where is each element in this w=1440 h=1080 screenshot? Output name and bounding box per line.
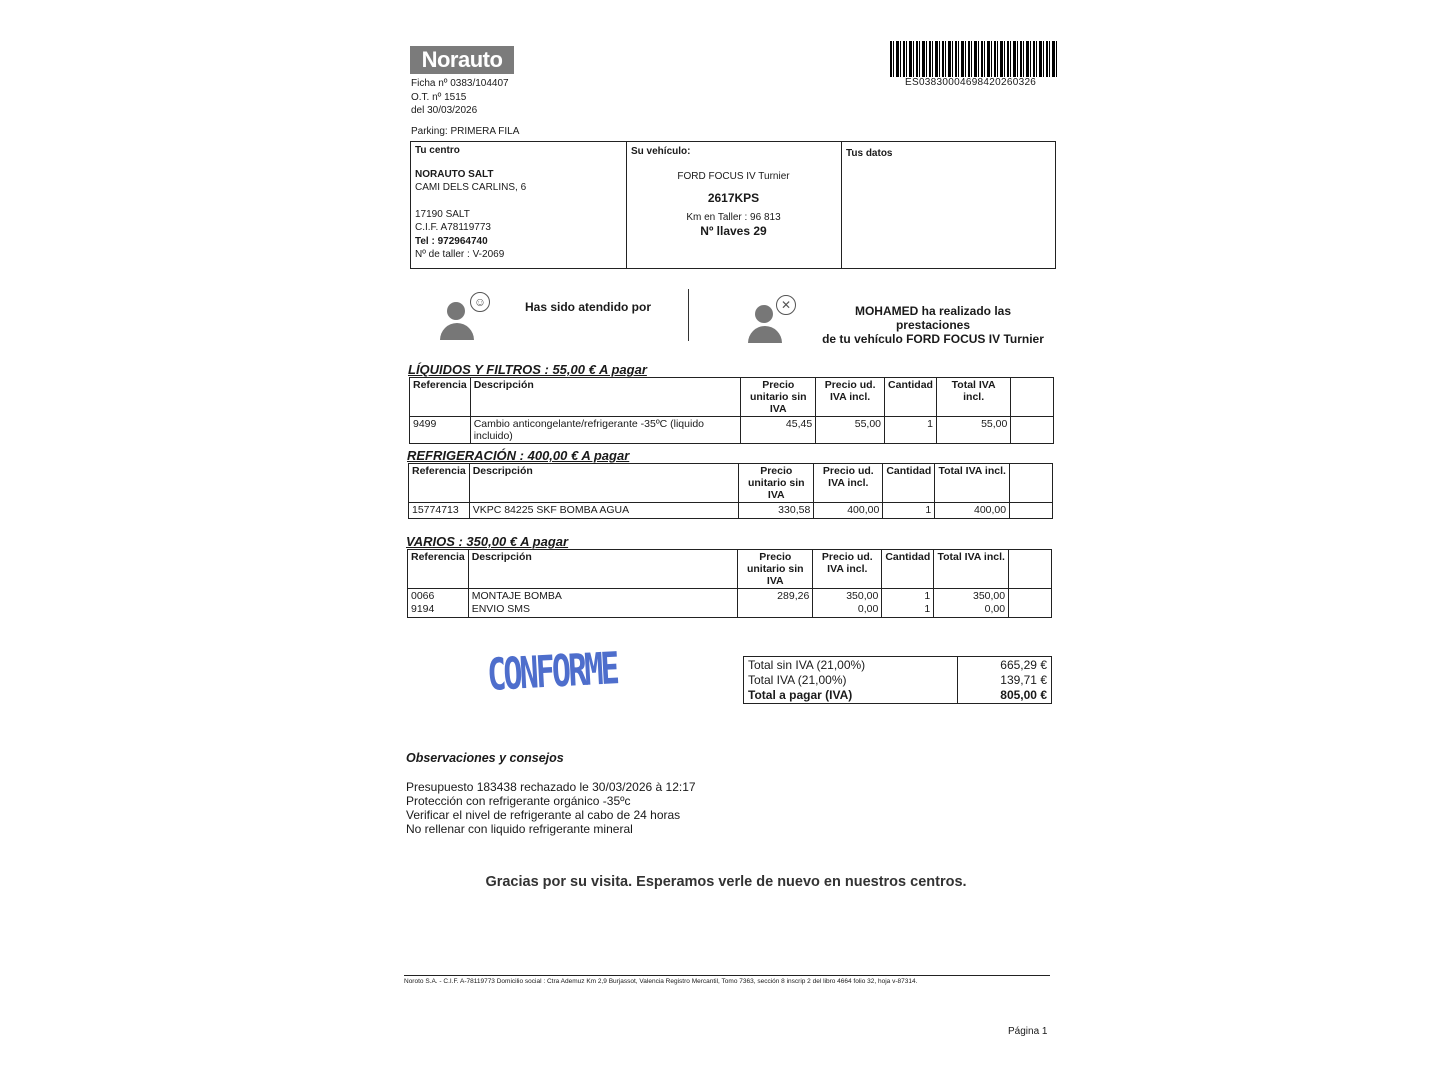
cell-pud — [816, 417, 885, 444]
atendido-text: Has sido atendido por — [525, 300, 652, 314]
row-pu-value: 330,58 — [778, 504, 811, 516]
row-desc-value: Cambio anticongelante/refrigerante -35ºC (liquido incluido) — [473, 418, 705, 442]
cell-pu — [741, 417, 816, 444]
cell-total — [935, 503, 1010, 519]
vehiculo-title: Su vehículo: — [631, 146, 691, 157]
vehiculo-plate: 2617KPS — [707, 191, 760, 205]
observacion-line: Verificar el nivel de refrigerante al cabo de 24 horas — [406, 808, 681, 822]
cell-ref — [408, 589, 469, 618]
row-pud-value: 55,00 — [854, 418, 882, 430]
items-table — [408, 463, 1053, 519]
row-total-value: 400,00 — [973, 504, 1007, 516]
col-pu-header: Precio unitario sin IVA — [741, 378, 816, 417]
centro-taller: Nº de taller : V-2069 — [415, 249, 505, 260]
total-pagar-value: 805,00 € — [957, 688, 1051, 704]
prestaciones-line1: MOHAMED ha realizado las prestaciones — [854, 304, 1012, 332]
row-pu-value: 289,26 — [777, 590, 810, 602]
thanks-message: Gracias por su visita. Esperamos verle de nuevo en nuestros centros. — [485, 874, 967, 890]
col-total-header: Total IVA incl. — [936, 378, 1010, 417]
row-desc-value: MONTAJE BOMBA — [471, 590, 562, 602]
conforme-stamp: CONFORME — [486, 643, 619, 701]
row-pud-value: 350,00 — [846, 590, 879, 602]
col-desc-header: Descripción — [469, 464, 739, 503]
cell-total — [936, 417, 1010, 444]
cell-cant — [882, 589, 934, 618]
datos-column — [841, 142, 1055, 268]
col-pu-header: Precio unitario sin IVA — [739, 464, 814, 503]
cell-pu — [738, 589, 813, 618]
row-cant-value: 1 — [924, 603, 931, 615]
footer-rule — [404, 975, 1050, 976]
vehiculo-model: FORD FOCUS IV Turnier — [677, 171, 790, 182]
row-cant-value: 1 — [924, 590, 931, 602]
centro-title: Tu centro — [415, 145, 460, 156]
col-ref-header: Referencia — [409, 464, 470, 503]
totals-table — [743, 656, 1052, 704]
ficha-number: Ficha nº 0383/104407 — [411, 78, 509, 89]
observacion-line: Protección con refrigerante orgánico -35ºc — [406, 794, 631, 808]
col-desc-header: Descripción — [470, 378, 741, 417]
row-pu-value: 45,45 — [785, 418, 813, 430]
cell-ref — [409, 503, 470, 519]
prestaciones-text — [820, 304, 1046, 346]
barcode-number: ES03830004698420260326 — [905, 77, 1037, 88]
observacion-line: Presupuesto 183438 rechazado le 30/03/2026 à 12:17 — [406, 780, 696, 794]
col-pud-header: Precio ud. IVA incl. — [816, 378, 885, 417]
wrench-icon: ✕ — [776, 295, 796, 315]
items-table — [407, 549, 1052, 618]
row-desc-value: VKPC 84225 SKF BOMBA AGUA — [472, 504, 630, 516]
row-ref-value: 15774713 — [412, 504, 459, 516]
centro-tel: Tel : 972964740 — [415, 236, 488, 247]
row-cant-value: 1 — [927, 418, 933, 430]
section-title: REFRIGERACIÓN : 400,00 € A pagar — [407, 448, 630, 463]
row-cant-value: 1 — [925, 504, 932, 516]
row-desc-value: ENVIO SMS — [471, 603, 531, 615]
row-pud-value: 0,00 — [857, 603, 879, 615]
row-ref-value: 9194 — [411, 603, 435, 615]
barcode — [890, 41, 1058, 77]
cell-empty — [1011, 417, 1054, 444]
document-header-info — [411, 77, 509, 118]
col-empty-header — [1009, 550, 1052, 589]
cell-pu — [739, 503, 814, 519]
items-table — [409, 377, 1054, 444]
cell-desc — [468, 589, 738, 618]
document-date: del 30/03/2026 — [411, 105, 478, 116]
smiley-icon: ☺ — [470, 292, 490, 312]
atendido-divider — [688, 289, 689, 341]
advisor-icon — [440, 290, 490, 340]
norauto-logo: Norauto — [410, 46, 514, 74]
row-total-value: 0,00 — [984, 603, 1006, 615]
observaciones-list — [406, 780, 696, 836]
col-ref-header: Referencia — [408, 550, 469, 589]
cell-pud — [814, 503, 883, 519]
section-title: VARIOS : 350,00 € A pagar — [406, 534, 569, 549]
prestaciones-line2: de tu vehículo FORD FOCUS IV Turnier — [822, 332, 1044, 346]
centro-name: NORAUTO SALT — [415, 169, 494, 180]
row-pud-value: 400,00 — [847, 504, 880, 516]
centro-city: 17190 SALT — [415, 209, 470, 220]
col-cant-header: Cantidad — [883, 464, 935, 503]
col-cant-header: Cantidad — [882, 550, 934, 589]
col-pud-header: Precio ud. IVA incl. — [814, 464, 883, 503]
col-empty-header — [1011, 378, 1054, 417]
centro-address: CAMI DELS CARLINS, 6 — [415, 182, 527, 193]
row-ref-value: 9499 — [413, 418, 437, 430]
ot-number: O.T. nº 1515 — [411, 91, 467, 103]
mechanic-icon — [748, 293, 798, 343]
row-ref-value: 0066 — [411, 590, 435, 602]
col-desc-header: Descripción — [468, 550, 738, 589]
col-ref-header: Referencia — [410, 378, 471, 417]
col-pu-header: Precio unitario sin IVA — [738, 550, 813, 589]
cell-desc — [469, 503, 739, 519]
cell-empty — [1010, 503, 1053, 519]
centro-cif: C.I.F. A78119773 — [415, 222, 491, 233]
total-sin-iva-value: 665,29 € — [957, 657, 1051, 673]
total-pagar-label: Total a pagar (IVA) — [748, 688, 853, 703]
section-title: LÍQUIDOS Y FILTROS : 55,00 € A pagar — [408, 362, 647, 377]
page-number: Página 1 — [1008, 1026, 1048, 1037]
datos-title: Tus datos — [846, 148, 893, 159]
vehiculo-column — [626, 142, 842, 268]
row-total-value: 350,00 — [972, 590, 1006, 602]
col-empty-header — [1010, 464, 1053, 503]
vehiculo-km: Km en Taller : 96 813 — [686, 212, 781, 223]
col-total-header: Total IVA incl. — [934, 550, 1009, 589]
row-pu-value — [741, 603, 809, 616]
parking-info: Parking: PRIMERA FILA — [411, 126, 520, 137]
cell-total — [934, 589, 1009, 618]
observaciones-title: Observaciones y consejos — [406, 751, 564, 765]
col-cant-header: Cantidad — [885, 378, 937, 417]
cell-empty — [1009, 589, 1052, 618]
centro-column — [411, 142, 627, 268]
cell-cant — [883, 503, 935, 519]
col-pud-header: Precio ud. IVA incl. — [813, 550, 882, 589]
info-box — [410, 141, 1056, 269]
total-sin-iva-label: Total sin IVA (21,00%) — [748, 657, 866, 672]
total-iva-label: Total IVA (21,00%) — [748, 672, 847, 687]
footer-legal: Noroto S.A. - C.I.F. A-78119773 Domicilio social : Ctra Ademuz Km 2,9 Burjassot, Valencia Registro Mercantil, Tomo 7363, sección 8 inscrip 2 del libro 4664 folio 32, hoja v-87314. — [404, 978, 918, 985]
observacion-line: No rellenar con liquido refrigerante mineral — [406, 822, 633, 836]
total-iva-value: 139,71 € — [957, 672, 1051, 687]
col-total-header: Total IVA incl. — [935, 464, 1010, 503]
cell-ref — [410, 417, 471, 444]
cell-pud — [813, 589, 882, 618]
cell-desc — [470, 417, 741, 444]
row-total-value: 55,00 — [981, 418, 1008, 430]
vehiculo-llaves: Nº llaves 29 — [700, 224, 767, 238]
cell-cant — [885, 417, 937, 444]
